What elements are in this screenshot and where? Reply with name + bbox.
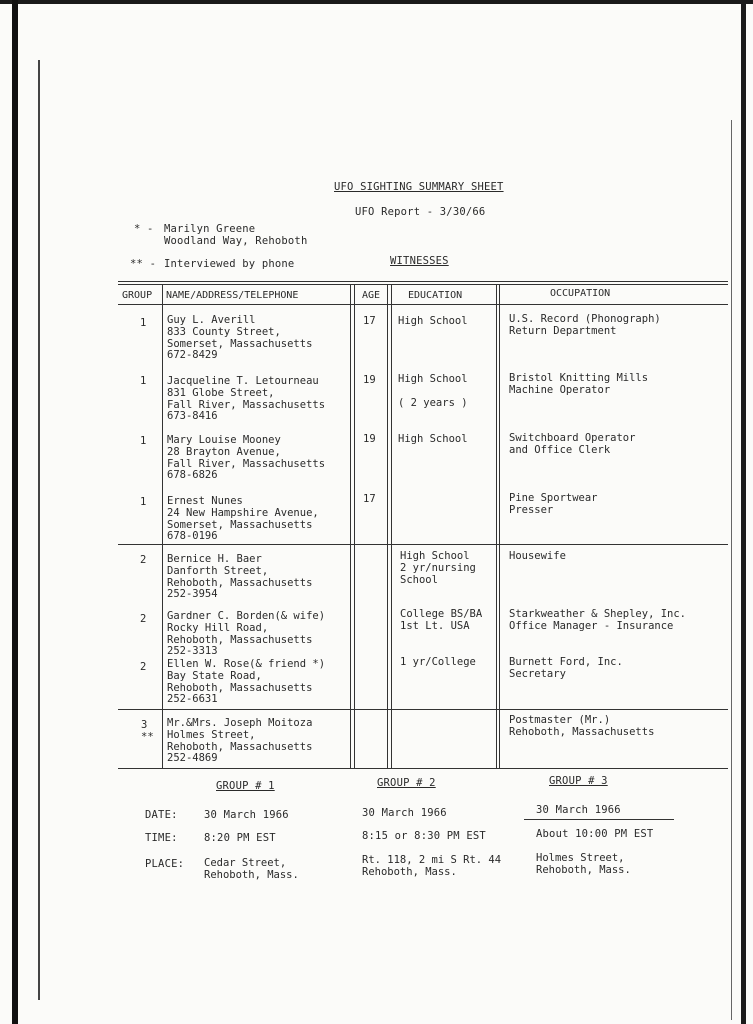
note-marker-1: * - [134, 223, 154, 235]
scan-edge-right-inner [731, 120, 732, 1020]
table-col-divider-2 [350, 284, 351, 768]
table-col-divider-2b [354, 284, 355, 768]
row-1-group: 1 [140, 317, 147, 329]
row-2-group: 1 [140, 375, 147, 387]
summary-place-2: Rt. 118, 2 mi S Rt. 44 Rehoboth, Mass. [362, 854, 502, 878]
table-rule-group-1 [118, 544, 728, 545]
summary-date-2: 30 March 1966 [362, 807, 447, 819]
summary-time-label: TIME: [145, 832, 178, 844]
row-3-group: 1 [140, 435, 147, 447]
row-4-occupation: Pine Sportwear Presser [509, 492, 598, 516]
row-7-name: Ellen W. Rose(& friend *) Bay State Road, Rehoboth, Massachusetts 252-6631 [167, 658, 326, 706]
table-col-divider-3b [391, 284, 392, 768]
row-6-name: Gardner C. Borden(& wife) Rocky Hill Road, Rehoboth, Massachusetts 252-3313 [167, 610, 326, 658]
row-3-age: 19 [363, 433, 376, 445]
row-5-name: Bernice H. Baer Danforth Street, Rehoboth, Massachusetts 252-3954 [167, 553, 313, 601]
table-col-divider-4b [499, 284, 500, 768]
row-8-group: 3 ** [141, 719, 154, 743]
row-1-age: 17 [363, 315, 376, 327]
table-col-divider-4 [496, 284, 497, 768]
table-col-divider-3 [387, 284, 388, 768]
row-4-age: 17 [363, 493, 376, 505]
scan-edge-left-inner [38, 60, 40, 1000]
scan-edge-right [741, 0, 746, 1024]
header-group: GROUP [122, 290, 153, 301]
row-4-name: Ernest Nunes 24 New Hampshire Avenue, Somerset, Massachusetts 678-0196 [167, 495, 319, 543]
summary-time-1: 8:20 PM EST [204, 832, 276, 844]
row-3-occupation: Switchboard Operator and Office Clerk [509, 432, 636, 456]
summary-group-3: GROUP # 3 [549, 775, 608, 787]
row-2-name: Jacqueline T. Letourneau 831 Globe Street, Fall River, Massachusetts 673-8416 [167, 375, 326, 423]
header-name: NAME/ADDRESS/TELEPHONE [166, 290, 299, 301]
document-title: UFO SIGHTING SUMMARY SHEET [334, 181, 504, 193]
row-5-occupation: Housewife [509, 550, 566, 562]
summary-place-1: Cedar Street, Rehoboth, Mass. [204, 857, 299, 881]
row-1-education: High School [398, 315, 468, 327]
row-2-occupation: Bristol Knitting Mills Machine Operator [509, 372, 649, 396]
table-rule-group-2 [118, 709, 728, 710]
note-line-1b: Woodland Way, Rehoboth [164, 235, 308, 247]
note-marker-2: ** - [130, 258, 157, 270]
row-2-age: 19 [363, 374, 376, 386]
summary-date-3: 30 March 1966 [536, 804, 621, 816]
row-3-name: Mary Louise Mooney 28 Brayton Avenue, Fall River, Massachusetts 678-6826 [167, 434, 326, 482]
witnesses-heading: WITNESSES [390, 255, 449, 267]
summary-group-1: GROUP # 1 [216, 780, 275, 792]
row-8-name: Mr.&Mrs. Joseph Moitoza Holmes Street, Rehoboth, Massachusetts 252-4869 [167, 717, 313, 765]
scan-edge-top [0, 0, 753, 4]
summary-date-3-underline [524, 819, 674, 820]
row-6-education: College BS/BA 1st Lt. USA [400, 608, 483, 632]
scan-edge-left [12, 0, 18, 1024]
table-rule-top [118, 281, 728, 282]
header-education: EDUCATION [408, 290, 463, 301]
header-occupation: OCCUPATION [550, 288, 611, 299]
summary-date-1: 30 March 1966 [204, 809, 289, 821]
summary-place-label: PLACE: [145, 858, 185, 870]
summary-time-3: About 10:00 PM EST [536, 828, 654, 840]
row-6-occupation: Starkweather & Shepley, Inc. Office Manager - Insurance [509, 608, 687, 632]
summary-place-3: Holmes Street, Rehoboth, Mass. [536, 852, 631, 876]
table-col-divider-1 [162, 284, 163, 768]
row-7-occupation: Burnett Ford, Inc. Secretary [509, 656, 623, 680]
row-1-name: Guy L. Averill 833 County Street, Somerset, Massachusetts 672-8429 [167, 314, 313, 362]
row-1-occupation: U.S. Record (Phonograph) Return Department [509, 313, 661, 337]
row-7-group: 2 [140, 661, 147, 673]
note-line-1a: Marilyn Greene [164, 223, 256, 235]
document-subtitle: UFO Report - 3/30/66 [355, 206, 486, 218]
row-2-education: High School ( 2 years ) [398, 373, 468, 409]
summary-group-2: GROUP # 2 [377, 777, 436, 789]
header-age: AGE [362, 290, 381, 301]
note-line-2: Interviewed by phone [164, 258, 295, 270]
row-8-occupation: Postmaster (Mr.) Rehoboth, Massachusetts [509, 714, 655, 738]
summary-date-label: DATE: [145, 809, 178, 821]
row-5-group: 2 [140, 554, 147, 566]
summary-time-2: 8:15 or 8:30 PM EST [362, 830, 486, 842]
table-rule-top-2 [118, 284, 728, 285]
row-5-education: High School 2 yr/nursing School [400, 550, 476, 586]
row-7-education: 1 yr/College [400, 656, 476, 668]
table-rule-bottom [118, 768, 728, 769]
row-3-education: High School [398, 433, 468, 445]
table-rule-header [118, 304, 728, 305]
row-6-group: 2 [140, 613, 147, 625]
row-4-group: 1 [140, 496, 147, 508]
